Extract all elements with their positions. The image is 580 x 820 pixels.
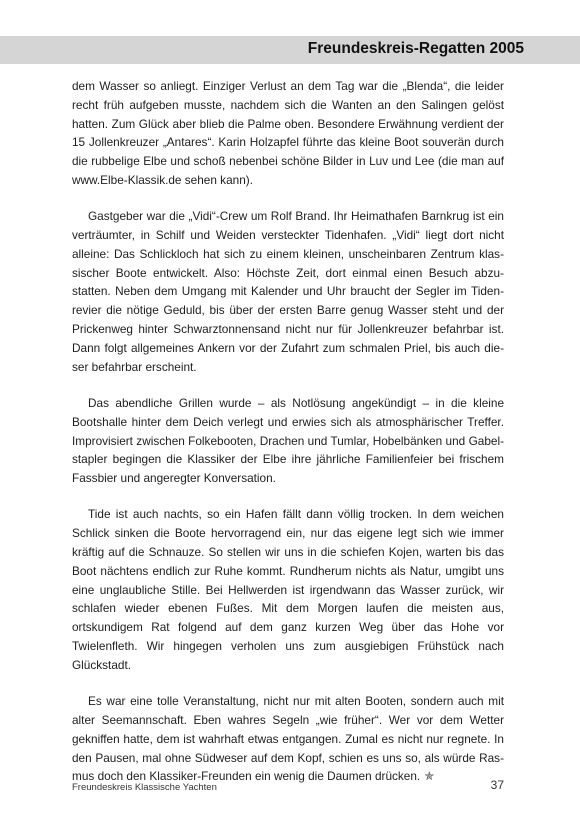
star-icon: ✯	[424, 769, 435, 784]
paragraph-1: dem Wasser so anliegt. Einziger Verlust an dem Tag war die „Blenda“, die leider recht früh aufgeben musste, nachdem sich die Wanten an den Salingen gelöst hatten. Zum Glück aber blieb die Palme oben. Besondere Erwähnung verdient der 15 Jollenkreuzer „Antares“. Karin Holzapfel führte das kleine Boot souverän durch die rubbelige Elbe und schoß nebenbei schöne Bilder in Luv und Lee (die man auf www.Elbe-Klassik.de sehen kann).	[72, 79, 504, 187]
paragraph-3: Das abendliche Grillen wurde – als Notlösung angekündigt – in die kleine Bootshalle hinter dem Deich verlegt und erwies sich als atmosphärischer Treffer. Improvisiert zwischen Folkebooten, Drachen und Tumlar, Hobelbänken und Gabelstapler begingen die Klassiker der Elbe ihre jährliche Familienfeier bei frischem Fassbier und angeregter Konversation.	[72, 395, 504, 486]
article-body	[72, 77, 504, 804]
paragraph-4: Tide ist auch nachts, so ein Hafen fällt dann völlig trocken. In dem weichen Schlick sinken die Boote hervorragend ein, nur das eigene legt sich wie immer kräftig auf die Schnauze. So stellen wir uns in die schiefen Kojen, warten bis das Boot nächtens endlich zur Ruhe kommt. Rundherum nichts als Natur, umgibt uns eine unglaubliche Stille. Bei Hellwerden ist irgendwann das Wasser zurück, wir schlafen wieder ebenen Fußes. Mit dem Morgen laufen die meisten aus, ortskundigem Rat folgend auf dem ganz kurzen Weg über das Hohe vor Twielenfleth. Wir hingegen verholen uns zum ausgiebigen Frühstück nach Glückstadt.	[72, 507, 504, 672]
page-header-title: Freundeskreis-Regatten 2005	[307, 40, 524, 57]
paragraph-5	[72, 692, 504, 786]
footer-publication-name: Freundeskreis Klassische Yachten	[72, 782, 217, 793]
paragraph-2: Gastgeber war die „Vidi“-Crew um Rolf Brand. Ihr Heimathafen Barnkrug ist ein verträumter, in Schilf und Weiden versteckter Tidenhafen. „Vidi“ liegt dort nicht alleine: Das Schlickloch hat sich zu einem kleinen, unscheinbaren Zentrum klassischer Boote entwickelt. Also: Höchste Zeit, dort einmal einen Besuch abzustatten. Neben dem Umgang mit Kalender und Uhr braucht der Segler im Tidenrevier die nötige Geduld, bis über der ersten Barre genug Wasser steht und der Prickenweg hinter Schwarztonnensand nicht nur für Jollenkreuzer befahrbar ist. Dann folgt allgemeines Ankern vor der Zufahrt zum schmalen Priel, bis auch dieser befahrbar erscheint.	[72, 209, 504, 374]
page-number: 37	[490, 778, 504, 792]
paragraph-5-text: Es war eine tolle Veranstaltung, nicht nur mit alten Booten, sondern auch mit alter Seemannschaft. Eben wahres Segeln „wie früher“. Wer vor dem Wetter gekniffen hatte, dem ist wahrhaft etwas entgangen. Zumal es nicht nur regnete. In den Pausen, mal ohne Südweser auf dem Kopf, schien es uns so, als würde Rasmus doch den Klassiker-Freunden ein wenig die Daumen drücken.	[72, 694, 504, 784]
